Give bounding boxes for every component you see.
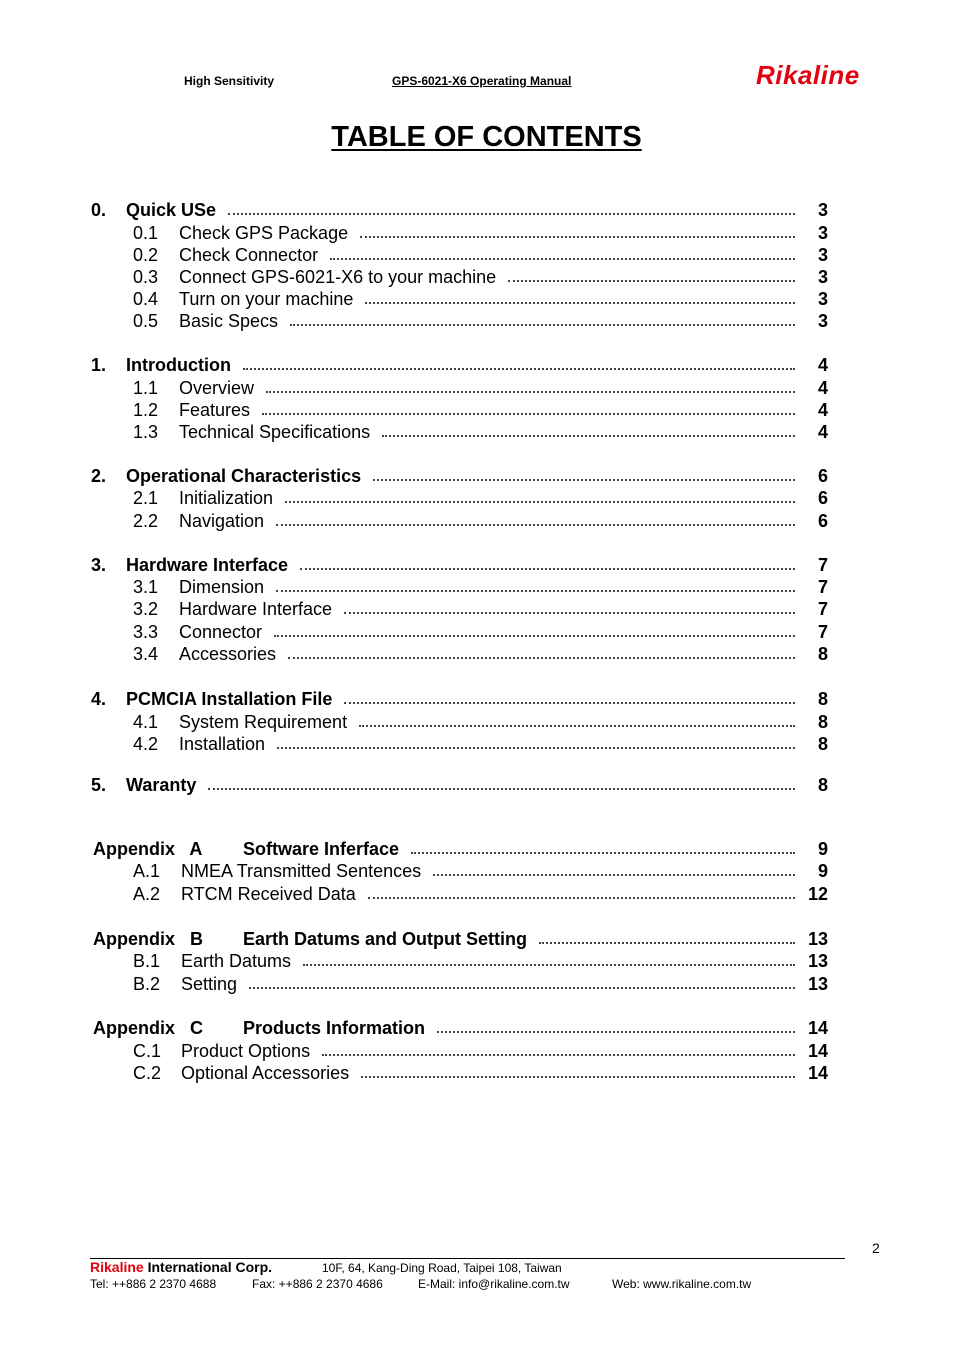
toc-label: Dimension: [179, 577, 265, 597]
toc-leader: [208, 774, 795, 796]
toc-label: Products Information: [243, 1018, 426, 1038]
toc-leader: [539, 928, 795, 950]
toc-leader: [508, 266, 795, 288]
toc-page: 9: [817, 839, 828, 859]
toc-number: 0.2: [133, 245, 159, 265]
toc-page: 8: [817, 644, 828, 664]
toc-page: 3: [817, 223, 828, 243]
toc-page: 14: [807, 1018, 828, 1038]
footer-company-rest: International Corp.: [143, 1259, 273, 1275]
toc-page: 13: [807, 951, 828, 971]
toc-leader: [249, 973, 795, 995]
toc-leader: [228, 199, 795, 221]
toc-number: 4.1: [133, 712, 159, 732]
toc-leader: [411, 838, 795, 860]
toc-label: Overview: [179, 378, 255, 398]
toc-page: 14: [807, 1063, 828, 1083]
toc-leader: [382, 421, 795, 443]
toc-page: 7: [817, 555, 828, 575]
toc-number: Appendix A: [93, 839, 203, 859]
toc-entry: [0, 1062, 954, 1084]
toc-label: Operational Characteristics: [126, 466, 362, 486]
toc-leader: [437, 1017, 795, 1039]
toc-label: Quick USe: [126, 200, 217, 220]
toc-page: 4: [817, 378, 828, 398]
toc-leader: [433, 860, 795, 882]
page-title: TABLE OF CONTENTS: [331, 121, 642, 153]
toc-label: Connect GPS-6021-X6 to your machine: [179, 267, 497, 287]
toc-page: 4: [817, 400, 828, 420]
toc-label: Setting: [181, 974, 238, 994]
toc-number: 1.3: [133, 422, 159, 442]
toc-label: Initialization: [179, 488, 274, 508]
toc-label: Check Connector: [179, 245, 319, 265]
toc-leader: [360, 222, 795, 244]
toc-page: 9: [817, 861, 828, 881]
toc-page: 4: [817, 422, 828, 442]
toc-label: Waranty: [126, 775, 197, 795]
footer-tel: Tel: ++886 2 2370 4688: [90, 1277, 217, 1291]
toc-label: System Requirement: [179, 712, 348, 732]
toc-page: 3: [817, 267, 828, 287]
toc-entry: [0, 1040, 954, 1062]
toc-page: 8: [817, 775, 828, 795]
toc-leader: [373, 465, 795, 487]
toc-label: Technical Specifications: [179, 422, 371, 442]
toc-page: 12: [807, 884, 828, 904]
toc-label: RTCM Received Data: [181, 884, 356, 904]
toc-label: Basic Specs: [179, 311, 279, 331]
footer-address: 10F, 64, Kang-Ding Road, Taipei 108, Taiwan: [322, 1261, 562, 1275]
toc-number: 3.4: [133, 644, 159, 664]
toc-page: 13: [807, 974, 828, 994]
toc-label: Features: [179, 400, 251, 420]
toc-leader: [303, 950, 795, 972]
toc-leader: [276, 576, 795, 598]
toc-section: [0, 1017, 954, 1039]
toc-section: [0, 838, 954, 860]
toc-number: 5.: [91, 775, 107, 795]
toc-entry: [0, 266, 954, 288]
toc-number: 0.3: [133, 267, 159, 287]
toc-number: 2.2: [133, 511, 159, 531]
toc-entry: [0, 598, 954, 620]
toc-leader: [300, 554, 795, 576]
toc-leader: [344, 688, 795, 710]
toc-number: B.1: [133, 951, 161, 971]
toc-number: 1.1: [133, 378, 159, 398]
toc-entry: [0, 222, 954, 244]
toc-number: 3.: [91, 555, 107, 575]
toc-page: 3: [817, 289, 828, 309]
toc-number: 0.: [91, 200, 107, 220]
toc-number: C.2: [133, 1063, 162, 1083]
footer-fax: Fax: ++886 2 2370 4686: [252, 1277, 383, 1291]
toc-number: 3.1: [133, 577, 159, 597]
toc-label: Check GPS Package: [179, 223, 349, 243]
footer-company: [90, 1259, 272, 1275]
toc-label: Turn on your machine: [179, 289, 354, 309]
toc-leader: [276, 510, 795, 532]
toc-page: 7: [817, 599, 828, 619]
toc-number: 4.2: [133, 734, 159, 754]
toc-number: B.2: [133, 974, 161, 994]
toc-leader: [290, 310, 795, 332]
toc-entry: [0, 860, 954, 882]
toc-entry: [0, 576, 954, 598]
toc-number: 0.1: [133, 223, 159, 243]
toc-label: Earth Datums: [181, 951, 292, 971]
toc-entry: [0, 643, 954, 665]
toc-section: [0, 199, 954, 221]
toc-entry: [0, 733, 954, 755]
toc-leader: [277, 733, 795, 755]
toc-leader: [266, 377, 795, 399]
toc-section: [0, 774, 954, 796]
toc-number: 3.2: [133, 599, 159, 619]
toc-page: 13: [807, 929, 828, 949]
toc-label: Product Options: [181, 1041, 311, 1061]
toc-leader: [368, 883, 795, 905]
toc-leader: [359, 711, 795, 733]
toc-entry: [0, 973, 954, 995]
toc-leader: [274, 621, 795, 643]
toc-page: 3: [817, 245, 828, 265]
toc-label: Optional Accessories: [181, 1063, 350, 1083]
toc-label: Navigation: [179, 511, 265, 531]
toc-label: NMEA Transmitted Sentences: [181, 861, 422, 881]
toc-entry: [0, 487, 954, 509]
toc-label: Hardware Interface: [126, 555, 289, 575]
toc-page: 6: [817, 511, 828, 531]
footer-email: E-Mail: info@rikaline.com.tw: [418, 1277, 570, 1291]
toc-number: C.1: [133, 1041, 162, 1061]
toc-number: 0.4: [133, 289, 159, 309]
toc-entry: [0, 244, 954, 266]
toc-section: [0, 928, 954, 950]
toc-section: [0, 465, 954, 487]
toc-section: [0, 554, 954, 576]
toc-label: Software Inferface: [243, 839, 400, 859]
toc-page: 6: [817, 488, 828, 508]
toc-leader: [330, 244, 795, 266]
toc-leader: [243, 354, 795, 376]
toc-label: Hardware Interface: [179, 599, 333, 619]
rikaline-logo: Rikaline: [756, 60, 860, 90]
toc-leader: [288, 643, 795, 665]
header-document-title: GPS-6021-X6 Operating Manual: [392, 74, 572, 88]
toc-section: [0, 354, 954, 376]
toc-number: Appendix C: [93, 1018, 204, 1038]
toc-label: Introduction: [126, 355, 231, 375]
toc-entry: [0, 421, 954, 443]
toc-page: 7: [817, 577, 828, 597]
toc-leader: [361, 1062, 795, 1084]
toc-number: 2.: [91, 466, 107, 486]
toc-page: 7: [817, 622, 828, 642]
toc-entry: [0, 288, 954, 310]
toc-leader: [322, 1040, 795, 1062]
toc-page: 8: [817, 734, 828, 754]
toc-number: 3.3: [133, 622, 159, 642]
toc-page: 3: [817, 311, 828, 331]
page-number: 2: [872, 1240, 880, 1256]
toc-number: 1.2: [133, 400, 159, 420]
toc-entry: [0, 883, 954, 905]
toc-label: PCMCIA Installation File: [126, 689, 333, 709]
toc-entry: [0, 950, 954, 972]
toc-number: 4.: [91, 689, 107, 709]
toc-number: A.1: [133, 861, 161, 881]
toc-entry: [0, 377, 954, 399]
toc-label: Earth Datums and Output Setting: [243, 929, 528, 949]
toc-page: 3: [817, 200, 828, 220]
header-subject: High Sensitivity: [184, 74, 275, 88]
footer-web: Web: www.rikaline.com.tw: [612, 1277, 752, 1291]
toc-leader: [285, 487, 795, 509]
toc-leader: [262, 399, 795, 421]
toc-number: 0.5: [133, 311, 159, 331]
toc-number: Appendix B: [93, 929, 204, 949]
toc-page: 8: [817, 712, 828, 732]
toc-entry: [0, 711, 954, 733]
toc-page: 4: [817, 355, 828, 375]
toc-entry: [0, 621, 954, 643]
toc-section: [0, 688, 954, 710]
toc-entry: [0, 510, 954, 532]
toc-number: 2.1: [133, 488, 159, 508]
toc-entry: [0, 399, 954, 421]
toc-number: A.2: [133, 884, 161, 904]
toc-page: 8: [817, 689, 828, 709]
toc-label: Installation: [179, 734, 266, 754]
toc-number: 1.: [91, 355, 107, 375]
toc-entry: [0, 310, 954, 332]
toc-label: Accessories: [179, 644, 277, 664]
toc-leader: [365, 288, 795, 310]
footer-company-brand: Rikaline: [90, 1259, 144, 1275]
toc-page: 6: [817, 466, 828, 486]
toc-label: Connector: [179, 622, 263, 642]
toc-leader: [344, 598, 795, 620]
toc-page: 14: [807, 1041, 828, 1061]
